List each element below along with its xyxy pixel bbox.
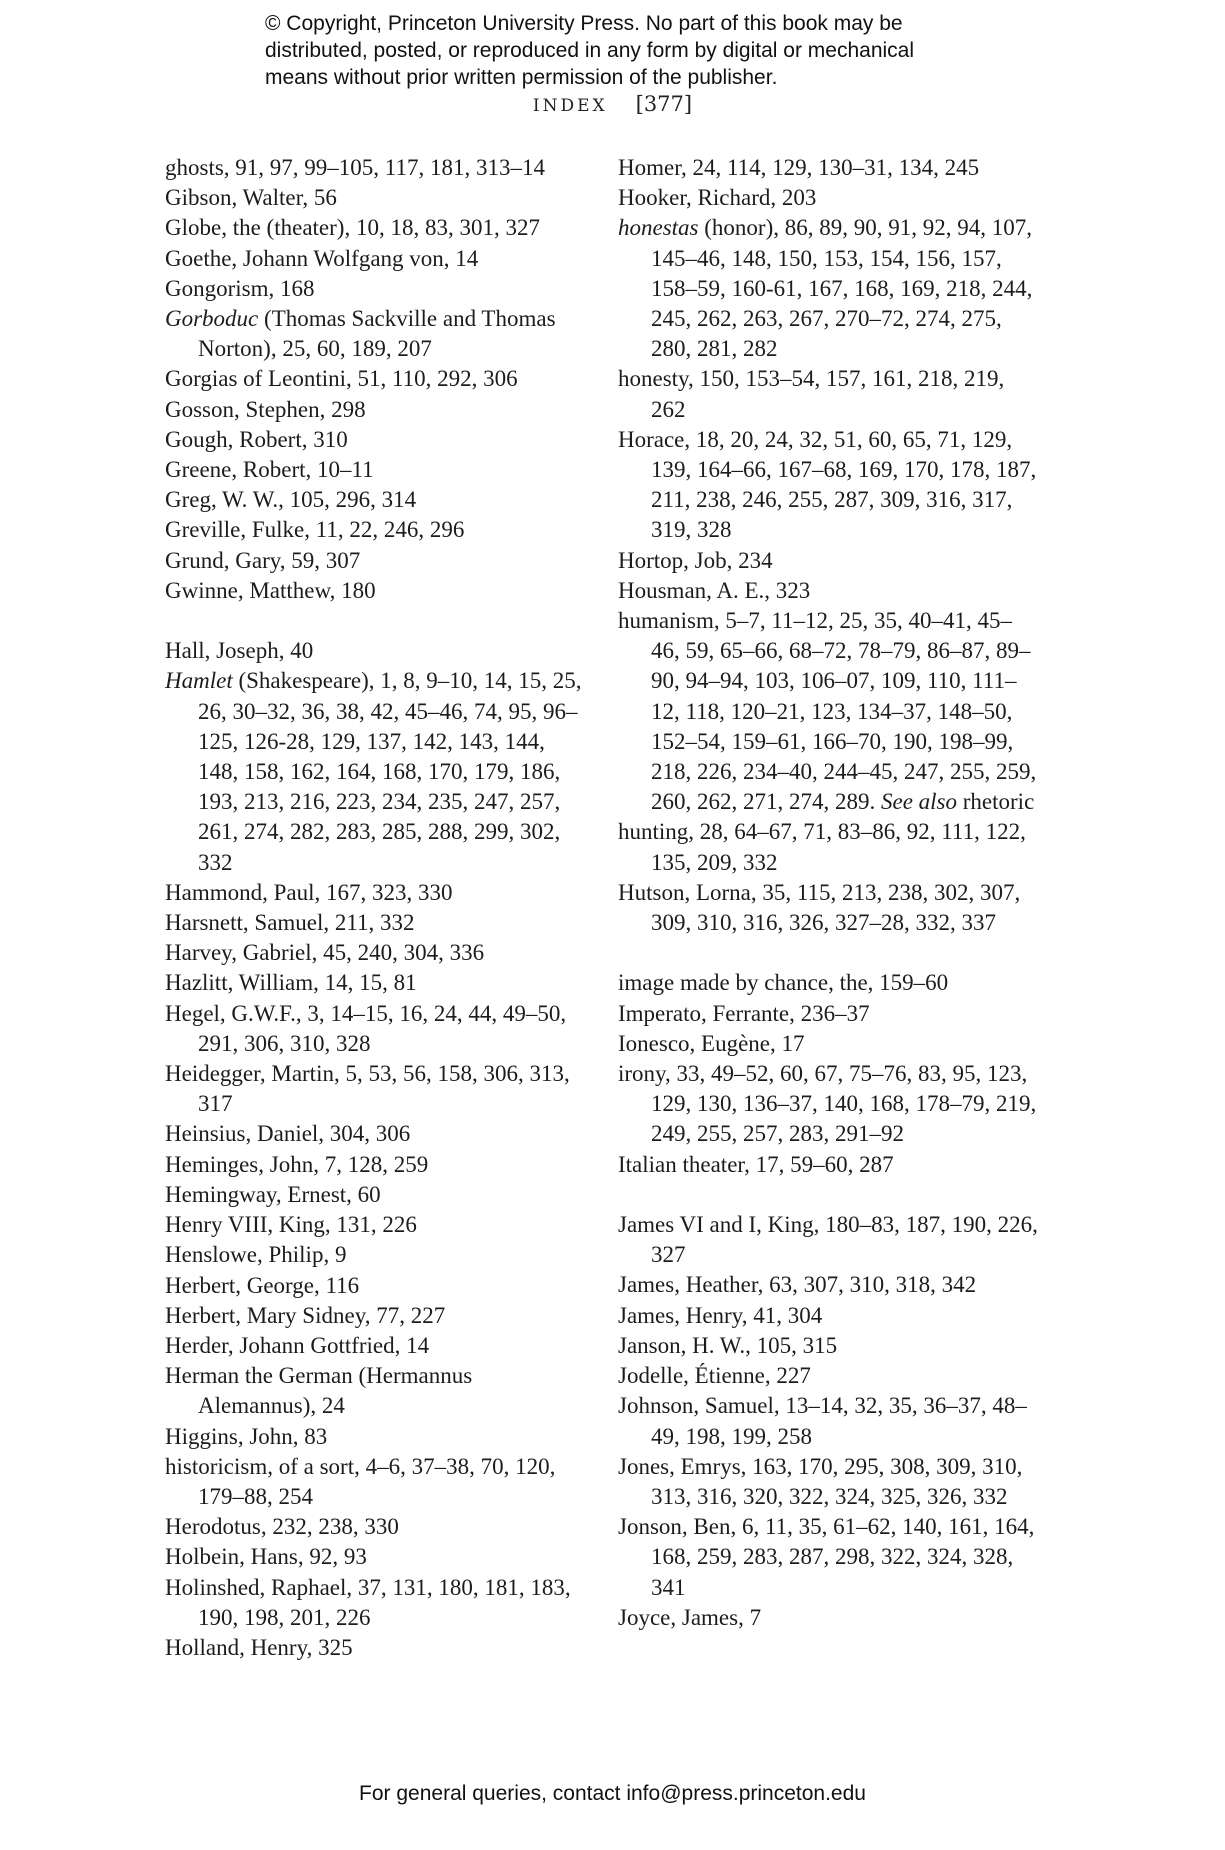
index-entry (165, 878, 585, 908)
index-entry (165, 1573, 585, 1633)
entry-text: (honor), 86, 89, 90, 91, 92, 94, 107, 145–46, 148, 150, 153, 154, 156, 157, 158–59, 160-61, 167, 168, 169, 218, 244, 245, 262, 263, 267, 270–72, 274, 275, 280, 281, 282 (651, 215, 1033, 362)
index-entry (165, 395, 585, 425)
index-entry (165, 1210, 585, 1240)
entry-text: Greene, Robert, 10–11 (165, 457, 374, 483)
entry-text: Hutson, Lorna, 35, 115, 213, 238, 302, 307, 309, 310, 316, 326, 327–28, 332, 337 (618, 879, 1021, 936)
index-entry (165, 938, 585, 968)
index-entry (165, 364, 585, 394)
index-entry (618, 576, 1038, 606)
entry-text: Gorgias of Leontini, 51, 110, 292, 306 (165, 366, 518, 392)
index-entry (618, 1512, 1038, 1603)
entry-text: Herbert, Mary Sidney, 77, 227 (165, 1302, 446, 1328)
entry-text: Greville, Fulke, 11, 22, 246, 296 (165, 517, 465, 543)
index-entry (165, 304, 585, 364)
entry-text: Janson, H. W., 105, 315 (618, 1332, 838, 1358)
index-entry (165, 1512, 585, 1542)
index-entry (165, 999, 585, 1059)
running-head-label: INDEX (532, 96, 608, 116)
entry-text: humanism, 5–7, 11–12, 25, 35, 40–41, 45–46, 59, 65–66, 68–72, 78–79, 86–87, 89–90, 94–94, 103, 106–07, 109, 110, 111–12, 118, 120–21, 123, 134–37, 148–50, 152–54, 159–61, 166–70, 190, 198–99, 218, 226, 234–40, 244–45, 247, 255, 259, 260, 262, 271, 274, 289. (618, 608, 1037, 815)
index-entry (165, 1150, 585, 1180)
entry-text: James, Henry, 41, 304 (618, 1302, 823, 1328)
entry-text: Heinsius, Daniel, 304, 306 (165, 1121, 411, 1147)
index-column-right (618, 153, 1038, 1633)
entry-text: Imperato, Ferrante, 236–37 (618, 1000, 870, 1026)
index-entry (618, 1270, 1038, 1300)
index-entry (165, 576, 585, 606)
index-entry (165, 1240, 585, 1270)
index-entry (165, 183, 585, 213)
entry-text: Herbert, George, 116 (165, 1272, 360, 1298)
entry-text: James, Heather, 63, 307, 310, 318, 342 (618, 1272, 977, 1298)
index-entry (165, 1633, 585, 1663)
index-entry (165, 455, 585, 485)
index-entry (618, 1210, 1038, 1270)
index-entry (165, 1542, 585, 1572)
entry-text: Gosson, Stephen, 298 (165, 396, 366, 422)
entry-text: Hemingway, Ernest, 60 (165, 1181, 381, 1207)
index-entry (165, 425, 585, 455)
index-entry (165, 1361, 585, 1421)
entry-text: (Shakespeare), 1, 8, 9–10, 14, 15, 25, 26, 30–32, 36, 38, 42, 45–46, 74, 95, 96–125, 126-28, 129, 137, 142, 143, 144, 148, 158, 162, 164, 168, 170, 179, 186, 193, 213, 216, 223, 234, 235, 247, 257, 261, 274, 282, 283, 285, 288, 299, 302, 332 (198, 668, 582, 875)
footer-contact: For general queries, contact info@press.princeton.edu (359, 1782, 866, 1805)
index-entry (165, 908, 585, 938)
entry-text: Hegel, G.W.F., 3, 14–15, 16, 24, 44, 49–50, 291, 306, 310, 328 (165, 1000, 567, 1056)
entry-text: James VI and I, King, 180–83, 187, 190, 226, 327 (618, 1212, 1038, 1268)
entry-text: Herder, Johann Gottfried, 14 (165, 1332, 430, 1358)
letter-group-gap (165, 606, 585, 636)
entry-text: Heminges, John, 7, 128, 259 (165, 1151, 429, 1177)
entry-text: Jones, Emrys, 163, 170, 295, 308, 309, 310, 313, 316, 320, 322, 324, 325, 326, 332 (618, 1453, 1023, 1509)
index-entry (618, 183, 1038, 213)
entry-text: Heidegger, Martin, 5, 53, 56, 158, 306, 313, 317 (165, 1061, 570, 1117)
copyright-line: means without prior written permission of the publisher. (265, 66, 778, 89)
letter-group-gap (618, 1180, 1038, 1210)
index-entry (165, 1180, 585, 1210)
index-entry (165, 666, 585, 877)
entry-text: Housman, A. E., 323 (618, 577, 811, 603)
index-entry (165, 213, 585, 243)
entry-title: honestas (618, 215, 699, 241)
entry-text: image made by chance, the, 159–60 (618, 970, 949, 996)
index-entry (618, 878, 1038, 938)
page-number: [377] (635, 92, 693, 116)
index-entry (165, 1331, 585, 1361)
copyright-line: © Copyright, Princeton University Press. No part of this book may be (265, 12, 903, 35)
index-entry (618, 546, 1038, 576)
entry-text: Holbein, Hans, 92, 93 (165, 1544, 367, 1570)
entry-text: Joyce, James, 7 (618, 1604, 762, 1630)
index-entry (618, 1331, 1038, 1361)
entry-text: Harvey, Gabriel, 45, 240, 304, 336 (165, 940, 485, 966)
index-entry (618, 213, 1038, 364)
entry-text: Hammond, Paul, 167, 323, 330 (165, 879, 453, 905)
running-head (0, 92, 1225, 116)
entry-text: Hortop, Job, 234 (618, 547, 773, 573)
index-entry (165, 1301, 585, 1331)
entry-text: historicism, of a sort, 4–6, 37–38, 70, 120, 179–88, 254 (165, 1453, 556, 1509)
entry-text: Goethe, Johann Wolfgang von, 14 (165, 245, 479, 271)
index-entry (618, 968, 1038, 998)
letter-group-gap (618, 938, 1038, 968)
entry-text: Higgins, John, 83 (165, 1423, 328, 1449)
entry-see-also: See also (875, 789, 958, 815)
index-entry (165, 153, 585, 183)
entry-text: Hooker, Richard, 203 (618, 185, 817, 211)
index-entry (165, 274, 585, 304)
entry-text: Hall, Joseph, 40 (165, 638, 314, 664)
entry-text: Gwinne, Matthew, 180 (165, 577, 376, 603)
entry-text: Globe, the (theater), 10, 18, 83, 301, 327 (165, 215, 540, 241)
index-entry (165, 968, 585, 998)
entry-text: Gibson, Walter, 56 (165, 185, 337, 211)
index-entry (618, 817, 1038, 877)
index-entry (165, 1059, 585, 1119)
index-entry (165, 1452, 585, 1512)
entry-text: Jonson, Ben, 6, 11, 35, 61–62, 140, 161, 164, 168, 259, 283, 287, 298, 322, 324, 328, 341 (618, 1514, 1035, 1600)
entry-text: Holinshed, Raphael, 37, 131, 180, 181, 183, 190, 198, 201, 226 (165, 1574, 571, 1630)
index-entry (165, 1119, 585, 1149)
entry-text: Johnson, Samuel, 13–14, 32, 35, 36–37, 48–49, 198, 199, 258 (618, 1393, 1027, 1449)
index-entry (165, 1271, 585, 1301)
entry-text: Hazlitt, William, 14, 15, 81 (165, 970, 417, 996)
index-entry (618, 1059, 1038, 1150)
entry-text: Henslowe, Philip, 9 (165, 1242, 347, 1268)
entry-cross-reference: rhetoric (957, 789, 1035, 815)
index-entry (165, 636, 585, 666)
index-entry (165, 515, 585, 545)
entry-text: (Thomas Sackville and Thomas Norton), 25, 60, 189, 207 (198, 306, 556, 362)
index-entry (618, 999, 1038, 1029)
entry-text: Gongorism, 168 (165, 275, 315, 301)
index-entry (618, 425, 1038, 546)
entry-text: Greg, W. W., 105, 296, 314 (165, 487, 417, 513)
copyright-line: distributed, posted, or reproduced in any form by digital or mechanical (265, 39, 915, 62)
index-entry (165, 485, 585, 515)
entry-text: Henry VIII, King, 131, 226 (165, 1212, 417, 1238)
index-entry (165, 244, 585, 274)
index-entry (165, 1422, 585, 1452)
index-entry (618, 1029, 1038, 1059)
index-entry (165, 546, 585, 576)
entry-text: Gough, Robert, 310 (165, 426, 348, 452)
index-entry (618, 1361, 1038, 1391)
entry-text: Harsnett, Samuel, 211, 332 (165, 910, 415, 936)
index-entry (618, 364, 1038, 424)
entry-title: Gorboduc (165, 306, 259, 332)
index-entry (618, 1452, 1038, 1512)
index-entry (618, 606, 1038, 817)
entry-text: honesty, 150, 153–54, 157, 161, 218, 219, 262 (618, 366, 1005, 422)
entry-text: irony, 33, 49–52, 60, 67, 75–76, 83, 95, 123, 129, 130, 136–37, 140, 168, 178–79, 219, 249, 255, 257, 283, 291–92 (618, 1061, 1037, 1147)
index-entry (618, 1301, 1038, 1331)
entry-text: Herodotus, 232, 238, 330 (165, 1514, 399, 1540)
entry-text: hunting, 28, 64–67, 71, 83–86, 92, 111, 122, 135, 209, 332 (618, 819, 1026, 875)
index-entry (618, 1603, 1038, 1633)
entry-text: Holland, Henry, 325 (165, 1634, 353, 1660)
entry-text: Herman the German (Hermannus Alemannus), 24 (165, 1363, 473, 1419)
index-column-left (165, 153, 585, 1663)
entry-text: Grund, Gary, 59, 307 (165, 547, 361, 573)
index-entry (618, 1391, 1038, 1451)
entry-text: Horace, 18, 20, 24, 32, 51, 60, 65, 71, 129, 139, 164–66, 167–68, 169, 170, 178, 187, 211, 238, 246, 255, 287, 309, 316, 317, 319, 328 (618, 426, 1037, 543)
entry-text: Ionesco, Eugène, 17 (618, 1030, 805, 1056)
index-entry (618, 1150, 1038, 1180)
copyright-notice (265, 10, 1025, 91)
entry-text: Homer, 24, 114, 129, 130–31, 134, 245 (618, 155, 980, 180)
entry-title: Hamlet (165, 668, 233, 694)
index-entry (618, 153, 1038, 183)
entry-text: Italian theater, 17, 59–60, 287 (618, 1151, 894, 1177)
entry-text: ghosts, 91, 97, 99–105, 117, 181, 313–14 (165, 155, 545, 180)
entry-text: Jodelle, Étienne, 227 (618, 1363, 811, 1389)
